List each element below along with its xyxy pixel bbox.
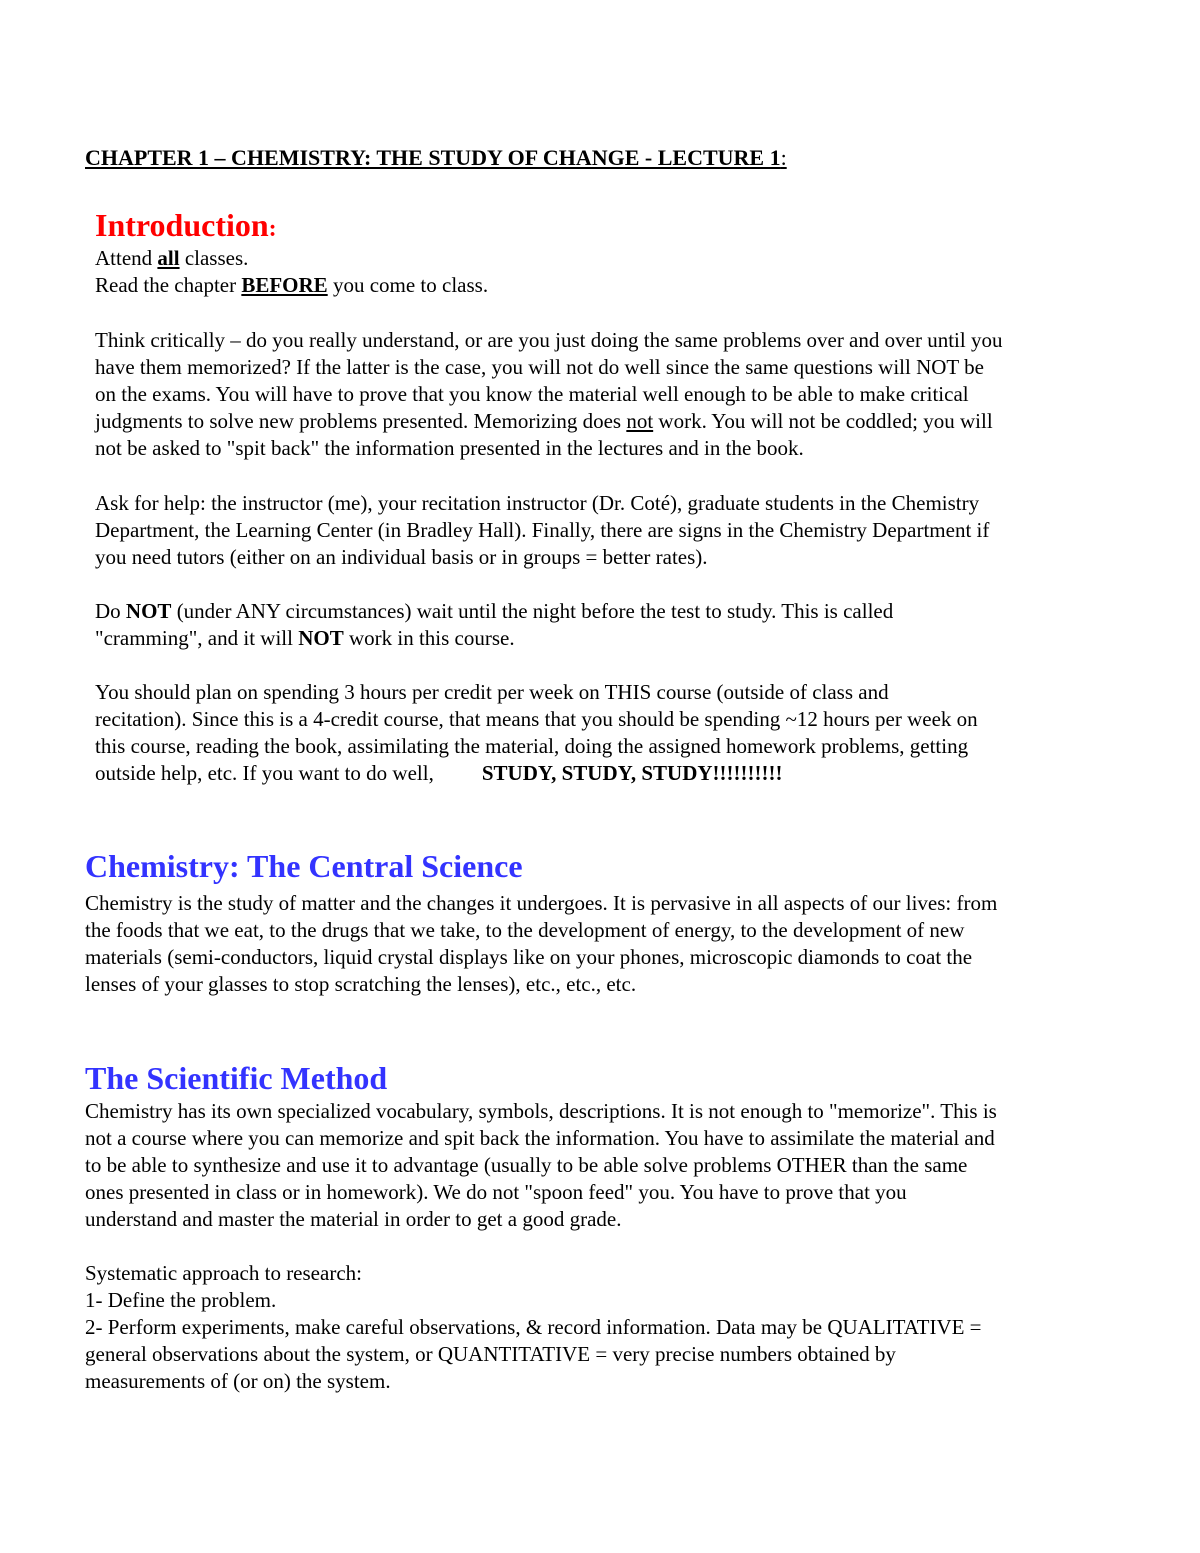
plan-line-2: recitation). Since this is a 4-credit course, that means that you should be spending ~12 hours per week on bbox=[95, 707, 978, 731]
introduction-heading bbox=[95, 205, 277, 249]
method-line-4: ones presented in class or in homework). We do not "spoon feed" you. You have to prove that you bbox=[85, 1180, 907, 1204]
central-science-heading: Chemistry: The Central Science bbox=[85, 848, 523, 884]
intro-read-text-c: you come to class. bbox=[327, 273, 489, 297]
method-line-3: to be able to synthesize and use it to advantage (usually to be able solve problems OTHER than the same bbox=[85, 1153, 968, 1177]
plan-line-1: You should plan on spending 3 hours per credit per week on THIS course (outside of class and bbox=[95, 680, 889, 704]
cram-line-1 bbox=[95, 598, 893, 625]
introduction-heading-colon: : bbox=[268, 216, 277, 242]
cramming-paragraph bbox=[95, 598, 893, 652]
chapter-title-colon: : bbox=[780, 145, 787, 170]
chapter-title bbox=[85, 144, 787, 172]
think-line-2: have them memorized? If the latter is the case, you will not do well since the same questions will NOT be bbox=[95, 355, 984, 379]
ask-for-help-paragraph bbox=[95, 490, 989, 571]
think-line-4-c: work. You will not be coddled; you will bbox=[653, 409, 993, 433]
help-line-2: Department, the Learning Center (in Bradley Hall). Finally, there are signs in the Chemistry Department if bbox=[95, 518, 990, 542]
central-science-paragraph bbox=[85, 890, 997, 998]
list-item-continuation: general observations about the system, or QUANTITATIVE = very precise numbers obtained by bbox=[85, 1342, 896, 1366]
scientific-method-paragraph bbox=[85, 1098, 997, 1233]
think-critically-paragraph bbox=[95, 327, 1002, 462]
cram-line-1-emphasis: NOT bbox=[125, 599, 172, 623]
think-line-1: Think critically – do you really understand, or are you just doing the same problems over and over until you bbox=[95, 328, 1003, 352]
intro-read-text-a: Read the chapter bbox=[95, 273, 242, 297]
list-item: 1- Define the problem. bbox=[85, 1288, 277, 1312]
intro-attend-text-a: Attend bbox=[95, 246, 158, 270]
intro-attend-emphasis: all bbox=[157, 246, 180, 270]
cram-line-2-c: work in this course. bbox=[343, 626, 515, 650]
intro-attend-block bbox=[95, 245, 488, 299]
cram-line-2-a: "cramming", and it will bbox=[95, 626, 299, 650]
intro-read-emphasis: BEFORE bbox=[241, 273, 328, 297]
cram-line-1-a: Do bbox=[95, 599, 126, 623]
central-line-1: Chemistry is the study of matter and the changes it undergoes. It is pervasive in all aspects of our lives: from bbox=[85, 891, 998, 915]
cram-line-2-emphasis: NOT bbox=[298, 626, 344, 650]
method-line-2: not a course where you can memorize and spit back the information. You have to assimilate the material and bbox=[85, 1126, 995, 1150]
cram-line-1-c: (under ANY circumstances) wait until the night before the test to study. This is called bbox=[171, 599, 894, 623]
think-line-4 bbox=[95, 408, 1002, 435]
plan-line-3: this course, reading the book, assimilating the material, doing the assigned homework problems, getting bbox=[95, 734, 969, 758]
help-line-1: Ask for help: the instructor (me), your recitation instructor (Dr. Coté), graduate students in the Chemistry bbox=[95, 491, 980, 515]
intro-attend-line bbox=[95, 245, 488, 272]
think-line-4-a: judgments to solve new problems presented. Memorizing does bbox=[95, 409, 627, 433]
plan-line-4-a: outside help, etc. If you want to do well, bbox=[95, 761, 434, 785]
central-line-4: lenses of your glasses to stop scratching the lenses), etc., etc., etc. bbox=[85, 972, 637, 996]
plan-line-4 bbox=[95, 760, 978, 787]
systematic-intro: Systematic approach to research: bbox=[85, 1261, 362, 1285]
list-item: 2- Perform experiments, make careful observations, & record information. Data may be QUALITATIVE = bbox=[85, 1315, 982, 1339]
central-line-2: the foods that we eat, to the drugs that we take, to the development of energy, to the development of new bbox=[85, 918, 965, 942]
think-line-4-emphasis: not bbox=[626, 409, 654, 433]
chapter-title-text: CHAPTER 1 – CHEMISTRY: THE STUDY OF CHANGE - LECTURE 1 bbox=[85, 145, 781, 170]
intro-attend-text-c: classes. bbox=[179, 246, 249, 270]
think-line-3: on the exams. You will have to prove that you know the material well enough to be able to make critical bbox=[95, 382, 969, 406]
list-item-continuation: measurements of (or on) the system. bbox=[85, 1369, 391, 1393]
cram-line-2 bbox=[95, 625, 893, 652]
intro-read-line bbox=[95, 272, 488, 299]
help-line-3: you need tutors (either on an individual basis or in groups = better rates). bbox=[95, 545, 708, 569]
scientific-method-heading: The Scientific Method bbox=[85, 1060, 388, 1096]
systematic-approach-list bbox=[85, 1260, 982, 1395]
study-exclamation: STUDY, STUDY, STUDY!!!!!!!!!! bbox=[481, 761, 783, 785]
central-line-3: materials (semi-conductors, liquid crystal displays like on your phones, microscopic diamonds to coat the bbox=[85, 945, 973, 969]
introduction-heading-text: Introduction bbox=[95, 207, 269, 243]
method-line-1: Chemistry has its own specialized vocabulary, symbols, descriptions. It is not enough to "memorize". This is bbox=[85, 1099, 997, 1123]
study-plan-paragraph bbox=[95, 679, 978, 787]
think-line-5: not be asked to "spit back" the information presented in the lectures and in the book. bbox=[95, 436, 804, 460]
method-line-5: understand and master the material in order to get a good grade. bbox=[85, 1207, 622, 1231]
